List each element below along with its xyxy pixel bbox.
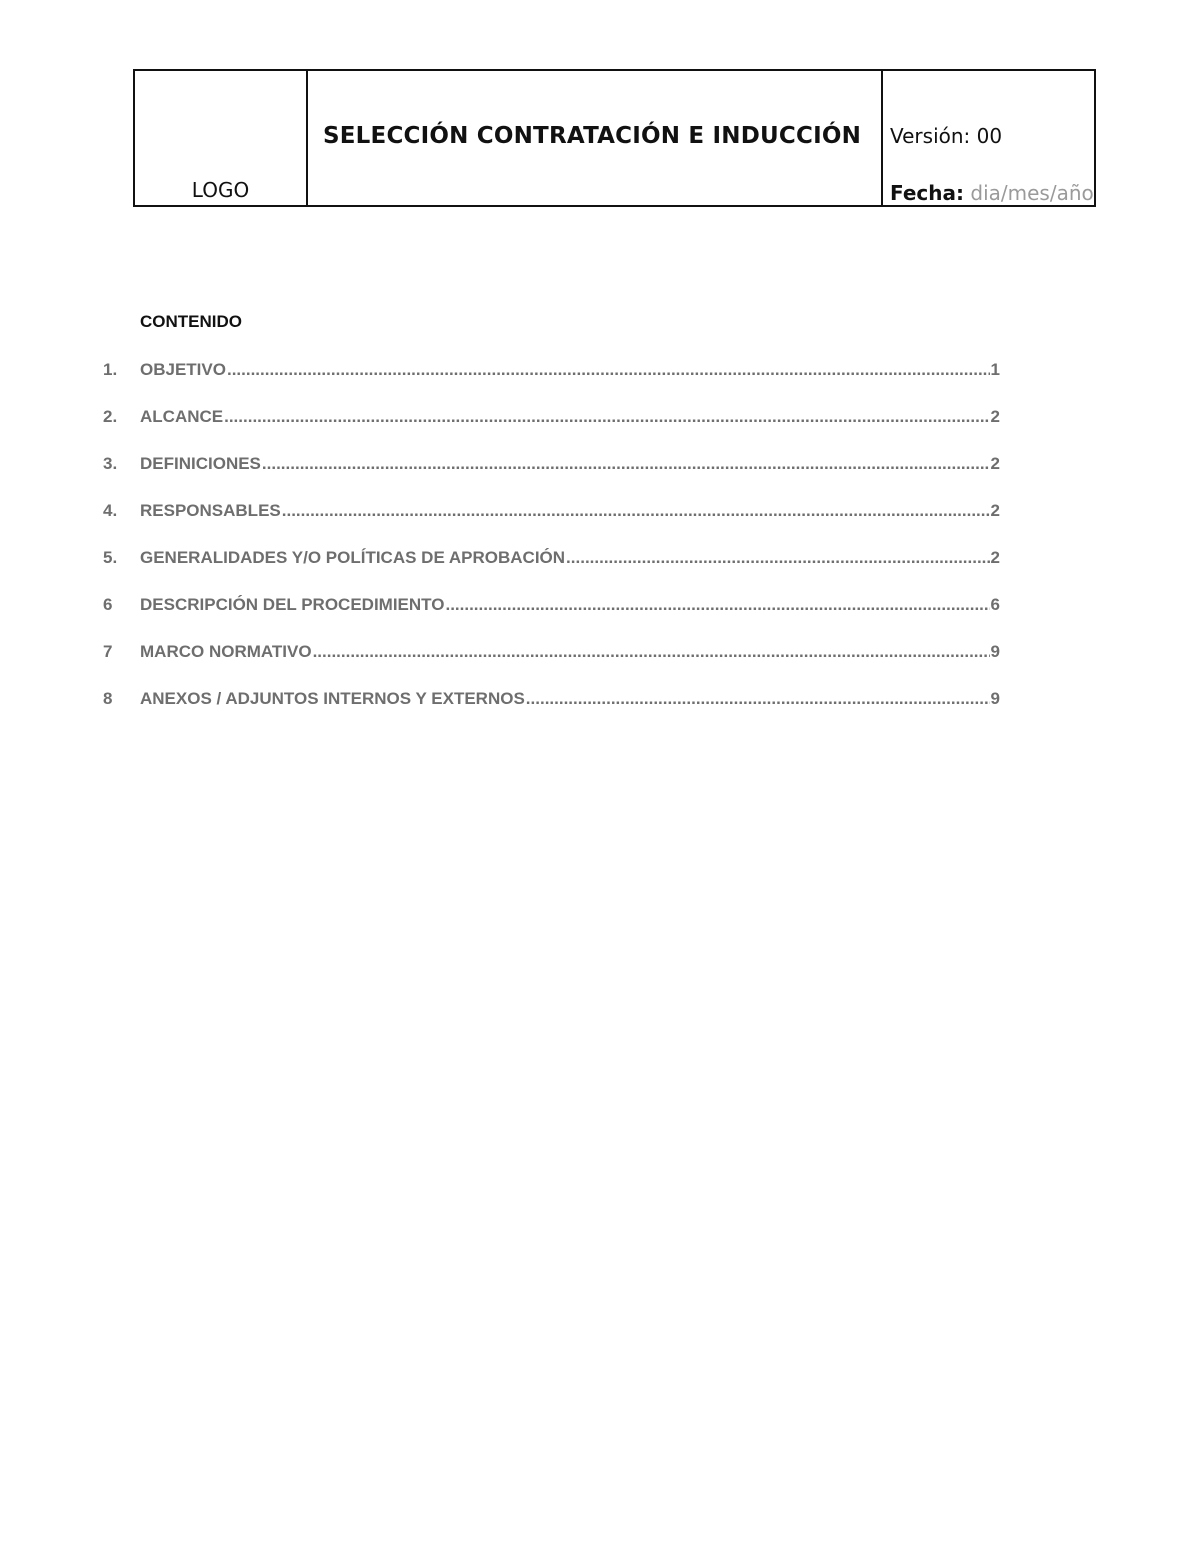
toc-item-page: 2 xyxy=(990,548,1000,567)
toc-item-label: GENERALIDADES Y/O POLÍTICAS DE APROBACIÓN xyxy=(140,548,566,567)
toc-item-label: DESCRIPCIÓN DEL PROCEDIMIENTO xyxy=(140,595,445,614)
toc-item-number: 1. xyxy=(103,360,118,379)
toc-item-page: 6 xyxy=(990,595,1000,614)
toc-item-label: ALCANCE xyxy=(140,407,224,426)
toc-item-definiciones[interactable] xyxy=(103,454,1000,501)
logo-cell xyxy=(135,71,308,205)
toc-item-objetivo[interactable] xyxy=(103,360,1000,407)
toc-item-label: OBJETIVO xyxy=(140,360,226,379)
toc-dot-leader xyxy=(227,360,990,380)
version-line xyxy=(890,124,1002,148)
toc-item-page: 2 xyxy=(990,407,1000,426)
toc-dot-leader xyxy=(445,595,989,615)
fecha-line xyxy=(890,181,1094,205)
document-header-table xyxy=(133,69,1096,207)
toc-item-page: 1 xyxy=(990,360,1000,379)
toc-item-number: 4. xyxy=(103,501,118,520)
toc-item-page: 9 xyxy=(990,642,1000,661)
toc-item-label: DEFINICIONES xyxy=(140,454,261,473)
toc-dot-leader xyxy=(224,407,989,427)
table-of-contents xyxy=(103,360,1000,736)
fecha-label: Fecha: xyxy=(890,181,965,205)
meta-cell xyxy=(883,71,1094,205)
toc-item-descripcion[interactable] xyxy=(103,595,1000,642)
toc-item-label: ANEXOS / ADJUNTOS INTERNOS Y EXTERNOS xyxy=(140,689,525,708)
toc-item-page: 9 xyxy=(990,689,1000,708)
version-label: Versión: xyxy=(890,124,971,148)
toc-item-anexos[interactable] xyxy=(103,689,1000,736)
toc-item-label: RESPONSABLES xyxy=(140,501,281,520)
toc-item-responsables[interactable] xyxy=(103,501,1000,548)
toc-item-generalidades[interactable] xyxy=(103,548,1000,595)
toc-item-number: 2. xyxy=(103,407,118,426)
toc-dot-leader xyxy=(313,642,990,662)
toc-dot-leader xyxy=(282,501,990,521)
toc-item-number: 3. xyxy=(103,454,118,473)
toc-item-number: 6 xyxy=(103,595,113,614)
toc-item-marco-normativo[interactable] xyxy=(103,642,1000,689)
document-title: SELECCIÓN CONTRATACIÓN E INDUCCIÓN xyxy=(323,123,862,149)
logo-placeholder: LOGO xyxy=(191,178,250,202)
toc-dot-leader xyxy=(526,689,990,709)
toc-item-page: 2 xyxy=(990,501,1000,520)
toc-item-page: 2 xyxy=(990,454,1000,473)
title-cell xyxy=(308,71,883,205)
toc-dot-leader xyxy=(566,548,989,568)
toc-item-label: MARCO NORMATIVO xyxy=(140,642,312,661)
toc-heading: CONTENIDO xyxy=(140,312,242,331)
toc-item-number: 7 xyxy=(103,642,113,661)
fecha-value: dia/mes/año xyxy=(970,181,1094,205)
toc-item-alcance[interactable] xyxy=(103,407,1000,454)
toc-item-number: 8 xyxy=(103,689,113,708)
toc-dot-leader xyxy=(262,454,990,474)
version-value: 00 xyxy=(976,124,1003,148)
toc-item-number: 5. xyxy=(103,548,118,567)
